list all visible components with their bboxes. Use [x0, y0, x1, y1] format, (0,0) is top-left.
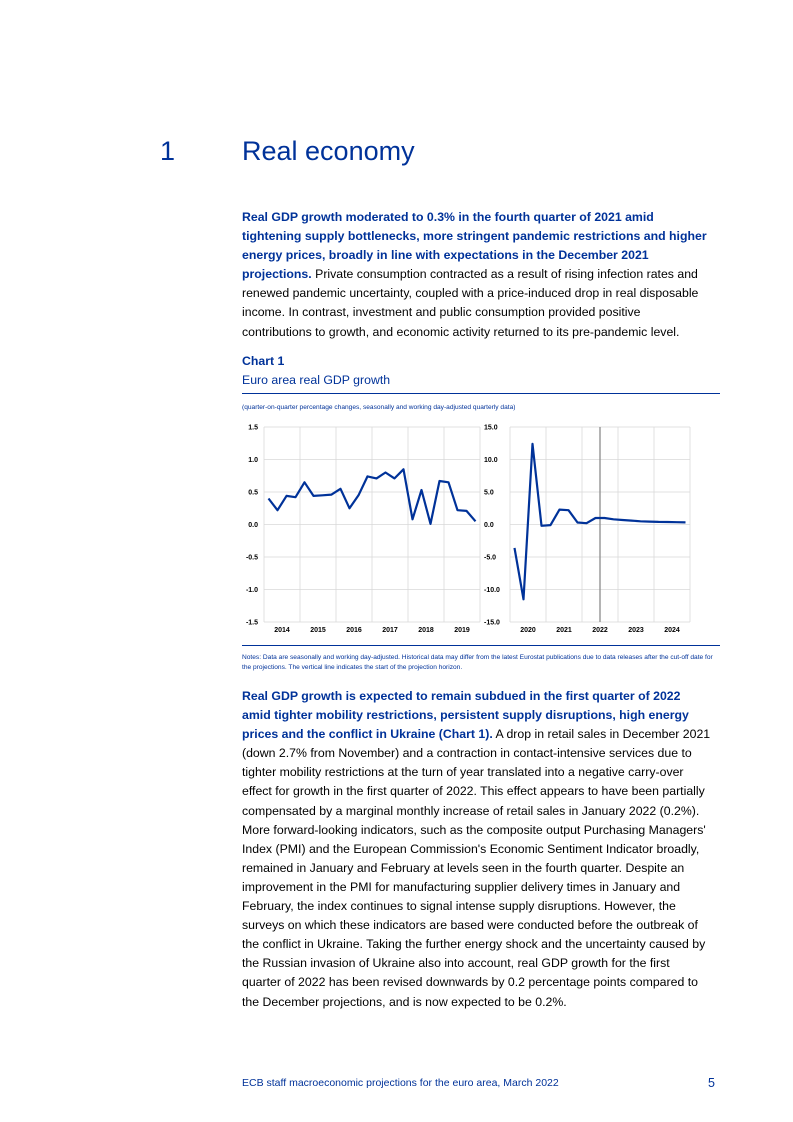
x-tick-label: 2014	[274, 627, 290, 634]
chart-label: Chart 1	[242, 354, 285, 368]
footer-text: ECB staff macroeconomic projections for the euro area, March 2022	[242, 1077, 559, 1089]
section-number: 1	[160, 136, 176, 166]
y-tick-label: 0.0	[484, 522, 494, 529]
x-tick-label: 2020	[520, 627, 536, 634]
y-tick-label: -5.0	[484, 554, 497, 562]
y-tick-label: -1.0	[245, 587, 258, 594]
y-tick-label: -10.0	[484, 587, 500, 594]
y-tick-label: -1.5	[245, 619, 258, 627]
y-tick-label: 0.5	[248, 489, 258, 497]
y-tick-label: 10.0	[484, 457, 498, 464]
y-tick-label: 1.0	[248, 457, 258, 464]
x-tick-label: 2017	[382, 627, 398, 634]
chart-subtitle: (quarter-on-quarter percentage changes, seasonally and working day-adjusted quarterly data)	[242, 404, 516, 411]
paragraph-2	[242, 687, 712, 1012]
x-tick-label: 2015	[310, 627, 326, 634]
y-tick-label: 5.0	[484, 489, 494, 497]
chart-panel-2020-2024	[484, 425, 690, 635]
x-tick-label: 2024	[664, 627, 680, 634]
y-tick-label: -15.0	[484, 619, 500, 627]
page-number: 5	[708, 1076, 715, 1090]
paragraph-1-lead: Real GDP growth moderated to 0.3% in the fourth quarter of 2021 amid tightening supply bottlenecks, more stringent pandemic restrictions and higher energy prices, broadly in line with expectations in the December 2021 projections.	[242, 210, 707, 282]
paragraph-1-body: Private consumption contracted as a result of rising infection rates and renewed pandemic uncertainty, coupled with a price-induced drop in real disposable income. In contrast, investment and public consumption provided positive contributions to growth, and economic activity returned to its pre-pandemic level.	[242, 267, 699, 339]
x-tick-label: 2019	[454, 627, 470, 634]
paragraph-2-body: A drop in retail sales in December 2021 (down 2.7% from November) and a contraction in contact-intensive services due to tighter mobility restrictions at the turn of year translated into a negative carry-over effect for growth in the first quarter of 2022. This effect appears to have been partially compensated by a marginal monthly increase of retail sales in January 2022 (0.2%). More forward-looking indicators, such as the composite output Purchasing Managers' Index (PMI) and the European Commission's Economic Sentiment Indicator broadly, remained in January and February at levels seen in the fourth quarter. Despite an improvement in the PMI for manufacturing supplier delivery times in January and February, the index continues to signal intense supply disruptions. However, the surveys on which these indicators are based were conducted before the outbreak of the conflict in Ukraine. Taking the further energy shock and the uncertainty caused by the Russian invasion of Ukraine also into account, real GDP growth for the first quarter of 2022 has been revised downwards by 0.2 percentage points compared to the December projections, and is now expected to be 0.2%.	[242, 727, 711, 1009]
x-tick-label: 2021	[556, 627, 572, 634]
chart-bottom-rule	[242, 645, 720, 646]
chart-notes: Notes: Data are seasonally and working day-adjusted. Historical data may differ from the latest Eurostat publications due to data releases after the cut-off date for the projections. The vertical line indicates the start of the projection horizon.	[242, 654, 713, 671]
y-tick-label: -0.5	[245, 554, 258, 562]
y-tick-label: 1.5	[248, 424, 258, 432]
section-title: Real economy	[242, 136, 415, 166]
chart-panel-2014-2019	[246, 425, 480, 635]
y-tick-label: 0.0	[248, 522, 258, 529]
x-tick-label: 2018	[418, 627, 434, 634]
x-tick-label: 2022	[592, 627, 608, 634]
x-tick-label: 2016	[346, 627, 362, 634]
x-tick-label: 2023	[628, 627, 644, 634]
paragraph-2-lead: Real GDP growth is expected to remain subdued in the first quarter of 2022 amid tighter mobility restrictions, persistent supply disruptions, high energy prices and the conflict in Ukraine (Chart 1).	[242, 689, 689, 742]
chart-title: Euro area real GDP growth	[242, 373, 391, 387]
y-tick-label: 15.0	[484, 424, 498, 432]
